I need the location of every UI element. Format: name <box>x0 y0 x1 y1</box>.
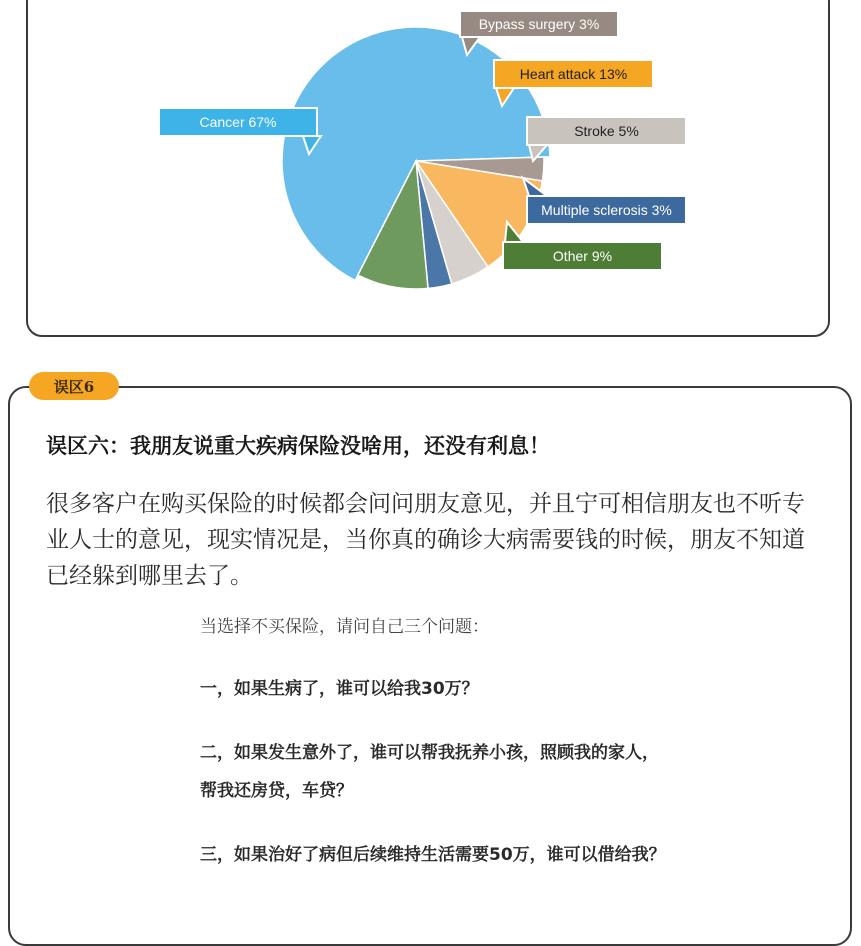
callout-label: Heart attack 13% <box>519 66 628 82</box>
callout-label: Stroke 5% <box>574 123 639 139</box>
callout-stroke <box>527 117 686 161</box>
callout-other <box>503 222 662 270</box>
pie-chart <box>28 0 830 337</box>
question-item-2: 二，如果发生意外了，谁可以帮我抚养小孩，照顾我的家人，帮我还房贷，车贷？ <box>200 743 659 801</box>
callout-multiple-sclerosis <box>523 178 686 224</box>
callout-label: Multiple sclerosis 3% <box>541 202 672 218</box>
question-item-3: 三，如果治好了病但后续维持生活需要50万，谁可以借给我？ <box>200 845 666 865</box>
callout-label: Cancer 67% <box>199 114 277 130</box>
questions-intro: 当选择不买保险，请问自己三个问题： <box>200 617 489 637</box>
question-item-1: 一，如果生病了，谁可以给我30万？ <box>200 679 479 699</box>
section-body-text: 很多客户在购买保险的时候都会问问朋友意见，并且宁可相信朋友也不听专业人士的意见，现实情况是，当你真的确诊大病需要钱的时候，朋友不知道已经躲到哪里去了。 <box>46 491 805 589</box>
pie-chart-card <box>26 0 830 337</box>
section-heading: 误区六：我朋友说重大疾病保险没啥用，还没有利息！ <box>46 434 550 458</box>
section-tag-badge: 误区6 <box>29 372 119 400</box>
callout-label: Other 9% <box>552 248 613 264</box>
callout-label: Bypass surgery 3% <box>478 16 600 32</box>
questions-block <box>200 612 670 900</box>
